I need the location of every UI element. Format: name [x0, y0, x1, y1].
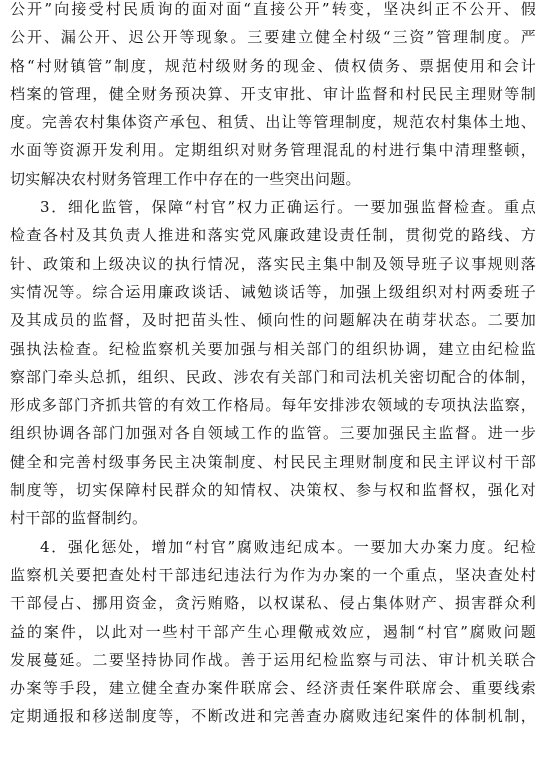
text-line: 益的案件，以此对一些村干部产生心理儆戒效应，遏制“村官”腐败问题 — [10, 622, 536, 641]
text-line: 健全和完善村级事务民主决策制度、村民民主理财制度和民主评议村干部 — [10, 452, 536, 471]
text-line: 4．强化惩处，增加“村官”腐败违纪成本。一要加大办案力度。纪检 — [40, 537, 536, 556]
text-line: 察部门牵头总抓，组织、民政、涉农有关部门和司法机关密切配合的体制， — [10, 367, 536, 386]
paragraph-1 — [10, 0, 536, 193]
text-line: 村干部的监督制约。 — [10, 509, 148, 528]
text-line: 3．细化监管，保障“村官”权力正确运行。一要加强监督检查。重点 — [40, 198, 536, 217]
text-line: 定期通报和移送制度等，不断改进和完善查办腐败违纪案件的体制机制， — [10, 707, 536, 726]
text-line: 制度等，切实保障村民群众的知情权、决策权、参与权和监督权，强化对 — [10, 481, 536, 500]
text-line: 实情况等。综合运用廉政谈话、诫勉谈话等，加强上级组织对村两委班子 — [10, 282, 536, 301]
text-line: 切实解决农村财务管理工作中存在的一些突出问题。 — [10, 169, 361, 188]
text-line: 档案的管理，健全财务预决算、开支审批、审计监督和村民民主理财等制 — [10, 84, 536, 103]
text-line: 及其成员的监督，及时把苗头性、倾向性的问题解决在萌芽状态。二要加 — [10, 311, 536, 330]
text-line: 干部侵占、挪用资金，贪污贿赂，以权谋私、侵占集体财产、损害群众利 — [10, 594, 536, 613]
text-line: 度。完善农村集体资产承包、租赁、出让等管理制度，规范农村集体土地、 — [10, 113, 536, 132]
text-line: 公开、漏公开、迟公开等现象。三要建立健全村级“三资”管理制度。严 — [10, 28, 536, 47]
paragraph-3 — [10, 533, 536, 731]
text-line: 形成多部门齐抓共管的有效工作格局。每年安排涉农领域的专项执法监察， — [10, 396, 536, 415]
text-line: 针、政策和上级决议的执行情况，落实民主集中制及领导班子议事规则落 — [10, 254, 536, 273]
text-line: 公开”向接受村民质询的面对面“直接公开”转变，坚决纠正不公开、假 — [10, 0, 536, 18]
text-line: 水面等资源开发利用。定期组织对财务管理混乱的村进行集中清理整顿， — [10, 141, 536, 160]
text-line: 强执法检查。纪检监察机关要加强与相关部门的组织协调，建立由纪检监 — [10, 339, 536, 358]
text-line: 监察机关要把查处村干部违纪违法行为作为办案的一个重点，坚决查处村 — [10, 565, 536, 584]
text-line: 格“村财镇管”制度，规范村级财务的现金、债权债务、票据使用和会计 — [10, 56, 536, 75]
text-line: 办案等手段，建立健全查办案件联席会、经济责任案件联席会、重要线索 — [10, 679, 536, 698]
text-line: 组织协调各部门加强对各自领域工作的监管。三要加强民主监督。进一步 — [10, 424, 536, 443]
text-line: 发展蔓延。二要坚持协同作战。善于运用纪检监察与司法、审计机关联合 — [10, 650, 536, 669]
text-line: 检查各村及其负责人推进和落实党风廉政建设责任制，贯彻党的路线、方 — [10, 226, 536, 245]
paragraph-2 — [10, 193, 536, 533]
